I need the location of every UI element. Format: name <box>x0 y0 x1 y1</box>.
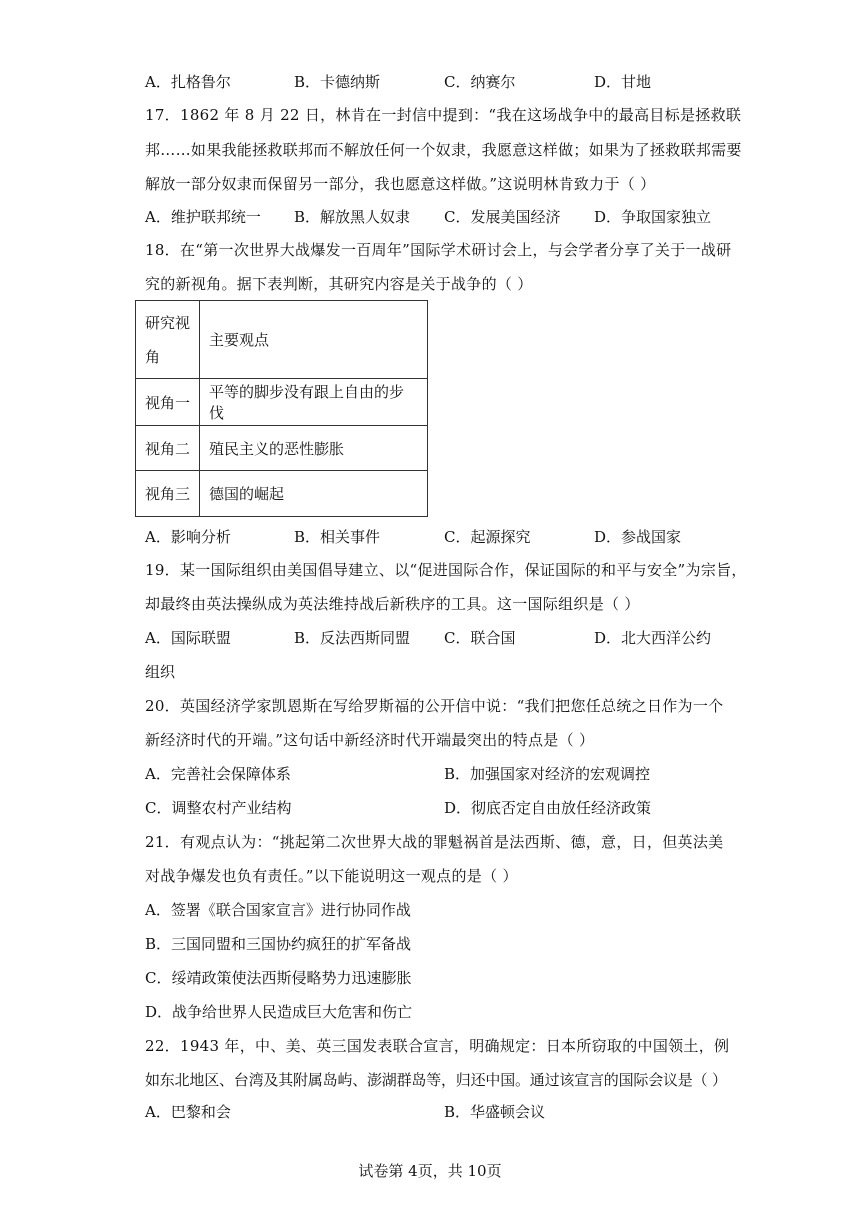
q19-option-a: A．国际联盟 <box>145 629 231 647</box>
q20-stem-line-1: 20．英国经济学家凯恩斯在写给罗斯福的公开信中说：“我们把您任总统之日作为一个 <box>145 697 724 715</box>
research-perspective-table <box>135 300 428 517</box>
q19-option-d: D．北大西洋公约 <box>594 629 712 647</box>
table-header-row <box>136 301 428 379</box>
q16-option-b: B．卡德纳斯 <box>294 73 381 91</box>
q22-stem-line-2: 如东北地区、台湾及其附属岛屿、澎湖群岛等，归还中国。通过该宣言的国际会议是（ ） <box>145 1071 727 1089</box>
table-cell-viewpoint: 德国的崛起 <box>200 471 428 517</box>
table-header-perspective: 研究视角 <box>136 301 200 379</box>
table-cell-perspective: 视角二 <box>136 426 200 471</box>
q18-stem-line-1: 18．在“第一次世界大战爆发一百周年”国际学术研讨会上，与会学者分享了关于一战研 <box>145 241 732 259</box>
q21-option-a: A．签署《联合国家宣言》进行协同作战 <box>145 901 411 919</box>
q17-option-d: D．争取国家独立 <box>594 208 712 226</box>
q17-stem-line-1: 17．1862 年 8 月 22 日，林肯在一封信中提到：“我在这场战争中的最高目标是拯救联 <box>145 106 742 124</box>
table-cell-perspective: 视角三 <box>136 471 200 517</box>
q21-stem-line-2: 对战争爆发也负有责任。”以下能说明这一观点的是（ ） <box>145 867 518 885</box>
table-cell-perspective: 视角一 <box>136 379 200 426</box>
q19-option-d-wrap: 组织 <box>145 663 176 681</box>
q20-option-b: B．加强国家对经济的宏观调控 <box>444 765 651 783</box>
table-cell-viewpoint: 平等的脚步没有跟上自由的步伐 <box>200 379 428 426</box>
q21-stem-line-1: 21．有观点认为：“挑起第二次世界大战的罪魁祸首是法西斯、德，意，日，但英法美 <box>145 833 724 851</box>
q22-stem-line-1: 22．1943 年，中、美、英三国发表联合宣言，明确规定：日本所窃取的中国领土，例 <box>145 1037 730 1055</box>
q19-option-c: C．联合国 <box>444 629 516 647</box>
q17-option-c: C．发展美国经济 <box>444 208 561 226</box>
q22-option-a: A．巴黎和会 <box>145 1103 231 1121</box>
q21-option-d: D．战争给世界人民造成巨大危害和伤亡 <box>145 1003 413 1021</box>
q22-option-b: B．华盛顿会议 <box>444 1103 546 1121</box>
q17-option-b: B．解放黑人奴隶 <box>294 208 411 226</box>
table-row <box>136 426 428 471</box>
page-footer: 试卷第 4页，共 10页 <box>358 1162 502 1180</box>
q19-stem-line-2: 却最终由英法操纵成为英法维持战后新秩序的工具。这一国际组织是（ ） <box>145 595 640 613</box>
q18-option-b: B．相关事件 <box>294 528 381 546</box>
q17-stem-line-2: 邦……如果我能拯救联邦而不解放任何一个奴隶，我愿意这样做；如果为了拯救联邦需要 <box>145 141 742 159</box>
q18-option-a: A．影响分析 <box>145 528 231 546</box>
q17-option-a: A．维护联邦统一 <box>145 208 261 226</box>
q20-stem-line-2: 新经济时代的开端。”这句话中新经济时代开端最突出的特点是（ ） <box>145 731 595 749</box>
q18-option-d: D．参战国家 <box>594 528 682 546</box>
table-cell-viewpoint: 殖民主义的恶性膨胀 <box>200 426 428 471</box>
q16-option-d: D．甘地 <box>594 73 652 91</box>
q17-stem-line-3: 解放一部分奴隶而保留另一部分，我也愿意这样做。”这说明林肯致力于（ ） <box>145 175 656 193</box>
q18-stem-line-2: 究的新视角。据下表判断，其研究内容是关于战争的（ ） <box>145 275 533 293</box>
table-header-viewpoint: 主要观点 <box>200 301 428 379</box>
q20-option-a: A．完善社会保障体系 <box>145 765 291 783</box>
q20-option-c: C．调整农村产业结构 <box>145 799 292 817</box>
table-row <box>136 471 428 517</box>
table-row <box>136 379 428 426</box>
q21-option-b: B．三国同盟和三国协约疯狂的扩军备战 <box>145 935 412 953</box>
q18-option-c: C．起源探究 <box>444 528 531 546</box>
q20-option-d: D．彻底否定自由放任经济政策 <box>444 799 652 817</box>
q16-option-c: C．纳赛尔 <box>444 73 516 91</box>
q19-stem-line-1: 19．某一国际组织由美国倡导建立、以“促进国际合作，保证国际的和平与安全”为宗旨， <box>145 561 747 579</box>
q16-option-a: A．扎格鲁尔 <box>145 73 231 91</box>
q21-option-c: C．绥靖政策使法西斯侵略势力迅速膨胀 <box>145 969 412 987</box>
q19-option-b: B．反法西斯同盟 <box>294 629 411 647</box>
